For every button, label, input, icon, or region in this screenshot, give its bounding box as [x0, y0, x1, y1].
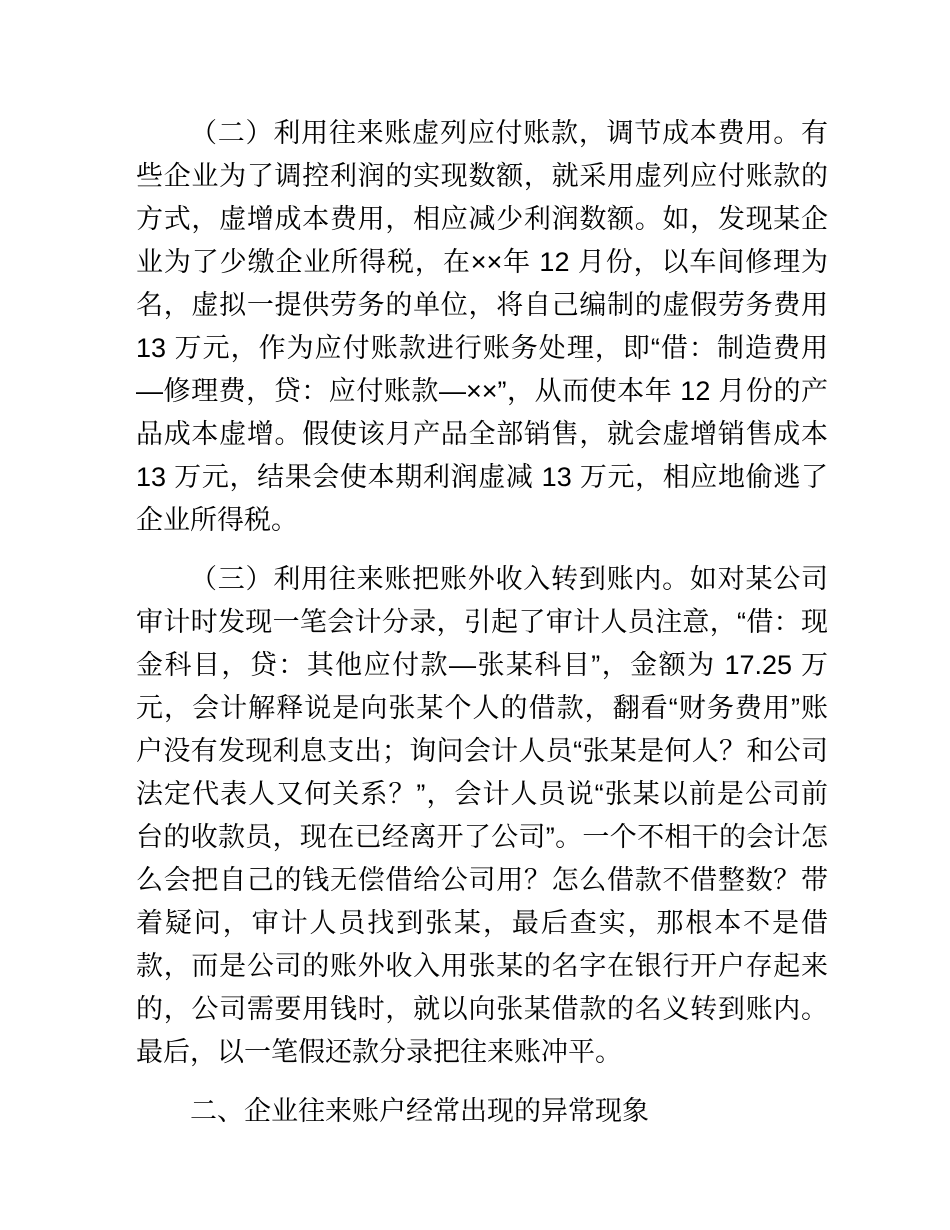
document-body: [136, 112, 828, 1133]
heading-section-two: 二、企业往来账户经常出现的异常现象: [190, 1096, 649, 1126]
paragraph-section-2: （二）利用往来账虚列应付账款，调节成本费用。有些企业为了调控利润的实现数额，就采用虚列应付账款的方式，虚增成本费用，相应减少利润数额。如，发现某企业为了少缴企业所得税，在××年 12 月份，以车间修理为名，虚拟一提供劳务的单位，将自己编制的虚假劳务费用 13 万元，作为应付账款进行账务处理，即“借：制造费用—修理费，贷：应付账款—××”，从而使本年 12 月份的产品成本虚增。假使该月产品全部销售，就会虚增销售成本 13 万元，结果会使本期利润虚减 13 万元，相应地偷逃了企业所得税。: [136, 118, 828, 535]
paragraph-section-3: （三）利用往来账把账外收入转到账内。如对某公司审计时发现一笔会计分录，引起了审计人员注意，“借：现金科目，贷：其他应付款—张某科目”，金额为 17.25 万元，会计解释说是向张某个人的借款，翻看“财务费用”账户没有发现利息支出；询问会计人员“张某是何人？和公司法定代表人又何关系？”，会计人员说“张某以前是公司前台的收款员，现在已经离开了公司”。一个不相干的会计怎么会把自己的钱无偿借给公司用？怎么借款不借整数？带着疑问，审计人员找到张某，最后查实，那根本不是借款，而是公司的账外收入用张某的名字在银行开户存起来的，公司需要用钱时，就以向张某借款的名义转到账内。最后，以一笔假还款分录把往来账冲平。: [136, 564, 828, 1067]
